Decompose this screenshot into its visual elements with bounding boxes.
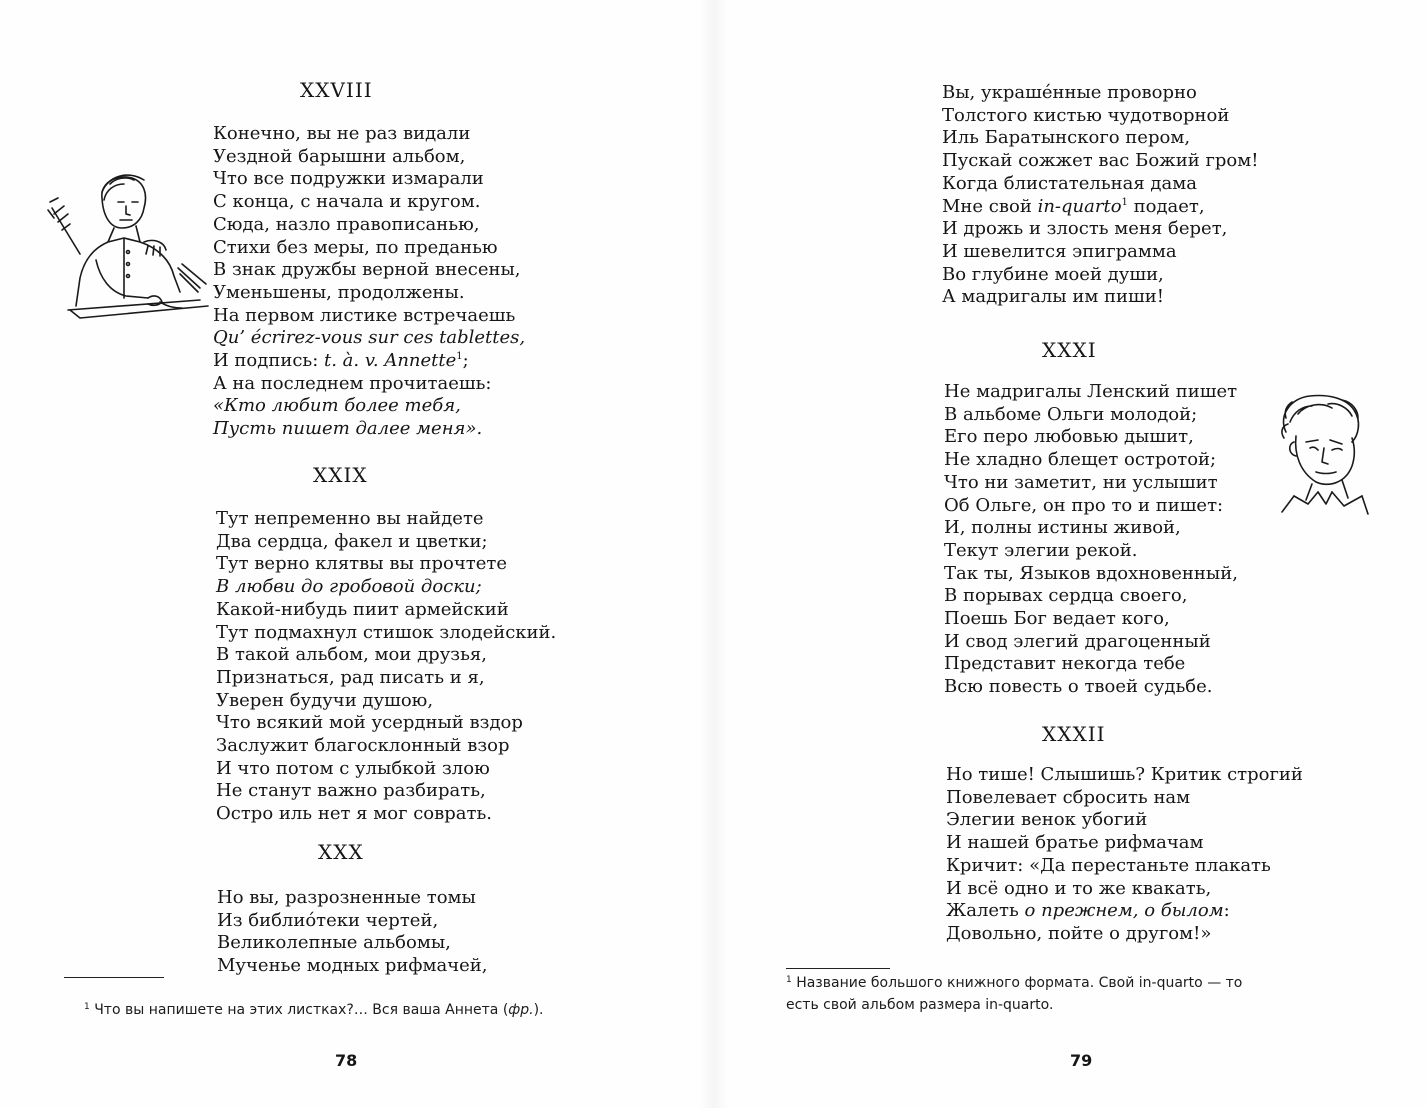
stanza-29 [216, 508, 556, 826]
verse-italic-text: Qu’ écrirez-vous sur ces tablettes, [213, 327, 526, 349]
verse-line: Вы, украше́нные проворно [942, 82, 1197, 103]
verse-line: А на последнем прочитаешь: [213, 372, 492, 394]
verse-line: Из библио́теки чертей, [217, 909, 439, 931]
verse-line: Уверен будучи душою, [216, 689, 434, 711]
verse-line [213, 350, 525, 373]
verse-line: И, полны истины живой, [944, 517, 1181, 539]
verse-line: Так ты, Языков вдохновенный, [944, 562, 1238, 584]
page-number-left: 78 [335, 1051, 358, 1070]
verse-italic-text: о прежнем, о былом [1024, 900, 1224, 922]
footnote-text-end: ). [533, 1002, 544, 1018]
verse-line: Представит некогда тебе [944, 653, 1186, 675]
stanza-32-numeral: XXXII [1042, 722, 1106, 746]
verse-italic-text: in-quarto [1037, 195, 1122, 217]
verse-line: Что всякий мой усердный вздор [216, 712, 523, 734]
verse-line: На первом листике встречаешь [213, 304, 516, 326]
verse-text: И подпись: [213, 350, 324, 372]
verse-text: : [1223, 900, 1230, 922]
footnote-right [786, 972, 1386, 1016]
stanza-28-numeral: XXVIII [300, 78, 373, 102]
verse-line: Конечно, вы не раз видали [213, 123, 471, 144]
footnote-mark: 1 [786, 975, 792, 985]
verse-line: И свод элегий драгоценный [944, 630, 1211, 652]
verse-line: Великолепные альбомы, [217, 932, 451, 954]
footnote-line-2: есть свой альбом размера in-quarto. [786, 997, 1054, 1013]
verse-line: Поешь Бог ведает кого, [944, 608, 1170, 630]
verse-italic-text: В любви до гробовой доски; [216, 576, 482, 598]
footnote-line-1 [786, 972, 1386, 994]
stanza-31 [944, 381, 1238, 699]
verse-text: подает, [1127, 195, 1205, 217]
stanza-31-numeral: XXXI [1042, 338, 1097, 362]
verse-line: Тут непременно вы найдете [216, 508, 484, 529]
verse-line: Какой-нибудь пиит армейский [216, 598, 509, 620]
verse-line: Что все подружки измарали [213, 168, 484, 190]
verse-line: С конца, с начала и кругом. [213, 191, 481, 213]
verse-line: В такой альбом, мои друзья, [216, 644, 487, 666]
verse-italic-text: t. à. v. Annette [324, 350, 457, 372]
stanza-30-numeral: XXX [318, 840, 364, 864]
verse-line [942, 196, 1258, 219]
verse-text: Жалеть [946, 900, 1025, 922]
stanza-30-continued [942, 82, 1258, 309]
verse-line: Во глубине моей души, [942, 263, 1164, 285]
stanza-32 [946, 764, 1303, 946]
footnote-italic: фр. [508, 1002, 534, 1018]
verse-line: Довольно, пойте о другом!» [946, 922, 1212, 944]
verse-line: В знак дружбы верной внесены, [213, 259, 521, 281]
verse-line: И что потом с улыбкой злою [216, 757, 490, 779]
verse-line: Не мадригалы Ленский пишет [944, 381, 1238, 402]
verse-line: Сюда, назло правописанью, [213, 213, 480, 235]
verse-italic-text: Пусть пишет далее меня». [213, 418, 483, 440]
verse-line: Повелевает сбросить нам [946, 786, 1191, 808]
verse-line [946, 900, 1303, 923]
footnote-left [84, 999, 544, 1021]
footnote-text: Название большого книжного формата. Свой in-quarto — то [796, 975, 1243, 991]
verse-line: Тут верно клятвы вы прочтете [216, 553, 507, 575]
verse-line: Текут элегии рекой. [944, 539, 1138, 561]
verse-text: ; [462, 350, 469, 372]
verse-line: Два сердца, факел и цветки; [216, 530, 488, 552]
verse-line: Но тише! Слышишь? Критик строгий [946, 764, 1303, 785]
verse-line [213, 395, 525, 418]
young-man-portrait-sketch-icon [1272, 392, 1382, 516]
verse-line: Пускай сожжет вас Божий гром! [942, 150, 1259, 172]
verse-line: Когда блистательная дама [942, 172, 1197, 194]
footnote-rule [64, 977, 164, 978]
footnote-mark: 1 [84, 1002, 90, 1012]
stanza-28 [213, 123, 525, 441]
verse-line: Остро иль нет я мог соврать. [216, 803, 493, 825]
verse-line: И дрожь и злость меня берет, [942, 218, 1228, 240]
page-number-right: 79 [1070, 1051, 1093, 1070]
verse-line: Но вы, разрозненные томы [217, 887, 476, 908]
verse-line: В порывах сердца своего, [944, 585, 1188, 607]
verse-line: Толстого кистью чудотворной [942, 104, 1230, 126]
footnote-reference: 1 [1121, 196, 1128, 208]
verse-line: Тут подмахнул стишок злодейский. [216, 621, 557, 643]
verse-line: Элегии венок убогий [946, 809, 1148, 831]
verse-line: Всю повесть о твоей судьбе. [944, 676, 1213, 698]
verse-line: Не хладно блещет остротой; [944, 449, 1217, 471]
verse-line: Уменьшены, продолжены. [213, 281, 465, 303]
verse-line [213, 327, 525, 350]
footnote-rule [786, 968, 890, 969]
verse-line [216, 576, 556, 599]
verse-line: Уездной барышни альбом, [213, 145, 466, 167]
verse-line: Что ни заметит, ни услышит [944, 471, 1218, 493]
verse-line: В альбоме Ольги молодой; [944, 403, 1198, 425]
verse-line: Его перо любовью дышит, [944, 426, 1194, 448]
verse-line: Об Ольге, он про то и пишет: [944, 494, 1224, 516]
verse-line: Не станут важно разбирать, [216, 780, 486, 802]
verse-text: Мне свой [942, 195, 1038, 217]
verse-italic-text: «Кто любит более тебя, [213, 395, 461, 417]
verse-line [213, 418, 525, 441]
footnote-reference: 1 [456, 351, 463, 363]
verse-line: А мадригалы им пиши! [942, 286, 1165, 308]
officer-writing-sketch-icon [40, 168, 212, 330]
verse-line: Иль Баратынского пером, [942, 127, 1191, 149]
verse-line: Признаться, рад писать и я, [216, 666, 485, 688]
stanza-30-start [217, 887, 487, 978]
verse-line: Стихи без меры, по преданью [213, 236, 498, 258]
verse-line: И нашей братье рифмачам [946, 832, 1204, 854]
verse-line: Мученье модных рифмачей, [217, 955, 488, 977]
verse-line: Заслужит благосклонный взор [216, 735, 510, 757]
verse-line: И всё одно и то же квакать, [946, 877, 1212, 899]
verse-line: И шевелится эпиграмма [942, 240, 1177, 262]
verse-line: Кричит: «Да перестаньте плакать [946, 854, 1271, 876]
stanza-29-numeral: XXIX [313, 463, 368, 487]
footnote-text: Что вы напишете на этих листках?… Вся ваша Аннета ( [94, 1002, 509, 1018]
right-page [714, 0, 1427, 1108]
